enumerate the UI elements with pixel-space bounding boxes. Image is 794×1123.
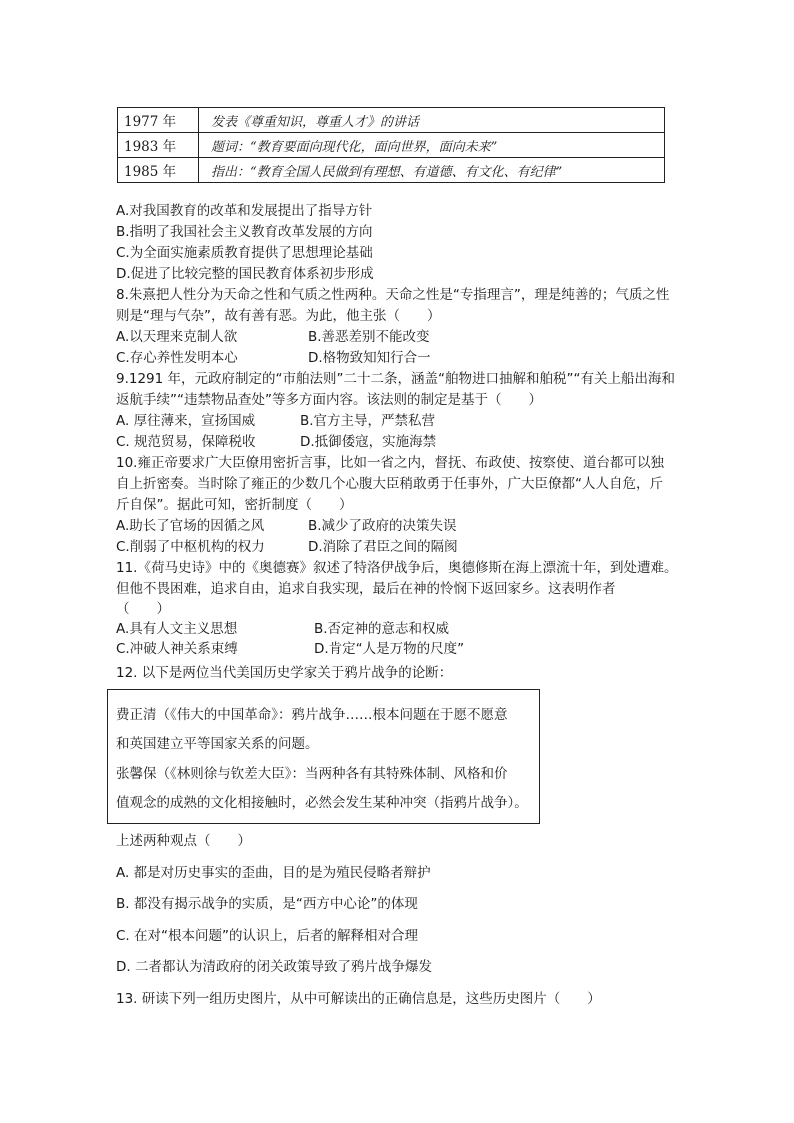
timeline-table (117, 107, 665, 183)
q9-stem-line1: 9.1291 年，元政府制定的“市舶法则”二十二条，涵盖“舶物进口抽解和舶税”“有关上船出海和 (116, 371, 675, 387)
q7-option-d: D.促进了比较完整的国民教育体系初步形成 (116, 266, 374, 282)
q12-option-d: D. 二者都认为清政府的闭关政策导致了鸦片战争爆发 (116, 959, 432, 975)
q9-option-a: A. 厚往薄来，宣扬国威 (116, 413, 256, 429)
quote-chang-line1: 张馨保（《林则徐与钦差大臣》：当两种各有其特殊体制、风格和价 (116, 766, 508, 782)
year-cell: 1985 年 (118, 158, 199, 183)
q7-option-c: C.为全面实施素质教育提供了思想理论基础 (116, 245, 373, 261)
table-row (118, 108, 665, 133)
q12-option-a: A. 都是对历史事实的歪曲，目的是为殖民侵略者辩护 (116, 865, 431, 881)
q11-option-b: B.否定神的意志和权威 (314, 621, 450, 637)
quote-fairbank-line1: 费正清（《伟大的中国革命》：鸦片战争……根本问题在于愿不愿意 (116, 707, 508, 723)
event-cell: 题词：“教育要面向现代化，面向世界，面向未来” (199, 133, 665, 158)
q9-option-c: C. 规范贸易，保障税收 (116, 434, 256, 450)
q11-option-a: A.具有人文主义思想 (116, 621, 238, 637)
quote-fairbank-line2: 和英国建立平等国家关系的问题。 (116, 736, 319, 752)
q11-option-c: C.冲破人神关系束缚 (116, 641, 238, 657)
q8-option-c: C.存心养性发明本心 (116, 350, 238, 366)
year-cell: 1983 年 (118, 133, 199, 158)
q8-stem-line1: 8.朱熹把人性分为天命之性和气质之性两种。天命之性是“专指理言”，理是纯善的；气质之性 (116, 287, 670, 303)
year-cell: 1977 年 (118, 108, 199, 133)
q9-stem-line2: 返航手续”“违禁物品查处”等多方面内容。该法则的制定是基于（ ） (116, 392, 542, 408)
q10-option-c: C.削弱了中枢机构的权力 (116, 539, 265, 555)
q11-stem-line2: 但他不畏困难，追求自由，追求自我实现，最后在神的怜悯下返回家乡。这表明作者 (116, 581, 616, 597)
q12-stem: 12. 以下是两位当代美国历史学家关于鸦片战争的论断： (116, 665, 453, 681)
event-cell: 指出：“教育全国人民做到有理想、有道德、有文化、有纪律” (199, 158, 665, 183)
table-row (118, 158, 665, 183)
q11-stem-line3: （ ） (116, 601, 170, 617)
q7-option-b: B.指明了我国社会主义教育改革发展的方向 (116, 224, 373, 240)
q12-option-b: B. 都没有揭示战争的实质，是“西方中心论”的体现 (116, 896, 418, 912)
q12-prompt: 上述两种观点（ ） (116, 833, 251, 849)
q8-option-d: D.格物致知知行合一 (308, 350, 431, 366)
q10-option-b: B.减少了政府的决策失误 (308, 518, 457, 534)
q9-option-d: D.抵御倭寇，实施海禁 (300, 434, 437, 450)
q10-option-a: A.助长了官场的因循之风 (116, 518, 265, 534)
quote-box (107, 689, 540, 824)
q9-option-b: B.官方主导，严禁私营 (300, 413, 436, 429)
q10-stem-line3: 斤自保”。据此可知，密折制度（ ） (116, 497, 353, 513)
q12-option-c: C. 在对“根本问题”的认识上，后者的解释相对合理 (116, 928, 418, 944)
q7-option-a: A.对我国教育的改革和发展提出了指导方针 (116, 203, 373, 219)
q10-stem-line2: 自上折密奏。当时除了雍正的少数几个心腹大臣稍敢勇于任事外，广大臣僚都“人人自危，斤 (116, 476, 663, 492)
table-row (118, 133, 665, 158)
q11-stem-line1: 11.《荷马史诗》中的《奥德赛》叙述了特洛伊战争后，奥德修斯在海上漂流十年，到处遭难。 (116, 560, 678, 576)
q13-stem: 13. 研读下列一组历史图片，从中可解读出的正确信息是，这些历史图片（ ） (116, 991, 601, 1007)
q10-stem-line1: 10.雍正帝要求广大臣僚用密折言事，比如一省之内，督抚、布政使、按察使、道台都可以独 (116, 455, 664, 471)
q11-option-d: D.肯定“人是万物的尺度” (314, 641, 465, 657)
quote-chang-line2: 值观念的成熟的文化相接触时，必然会发生某种冲突（指鸦片战争）。 (116, 795, 528, 811)
event-cell: 发表《尊重知识，尊重人才》的讲话 (199, 108, 665, 133)
q8-option-a: A.以天理来克制人欲 (116, 329, 238, 345)
q8-option-b: B.善恶差别不能改变 (308, 329, 430, 345)
q8-stem-line2: 则是“理与气杂”，故有善有恶。为此，他主张（ ） (116, 308, 441, 324)
q10-option-d: D.消除了君臣之间的隔阂 (308, 539, 458, 555)
